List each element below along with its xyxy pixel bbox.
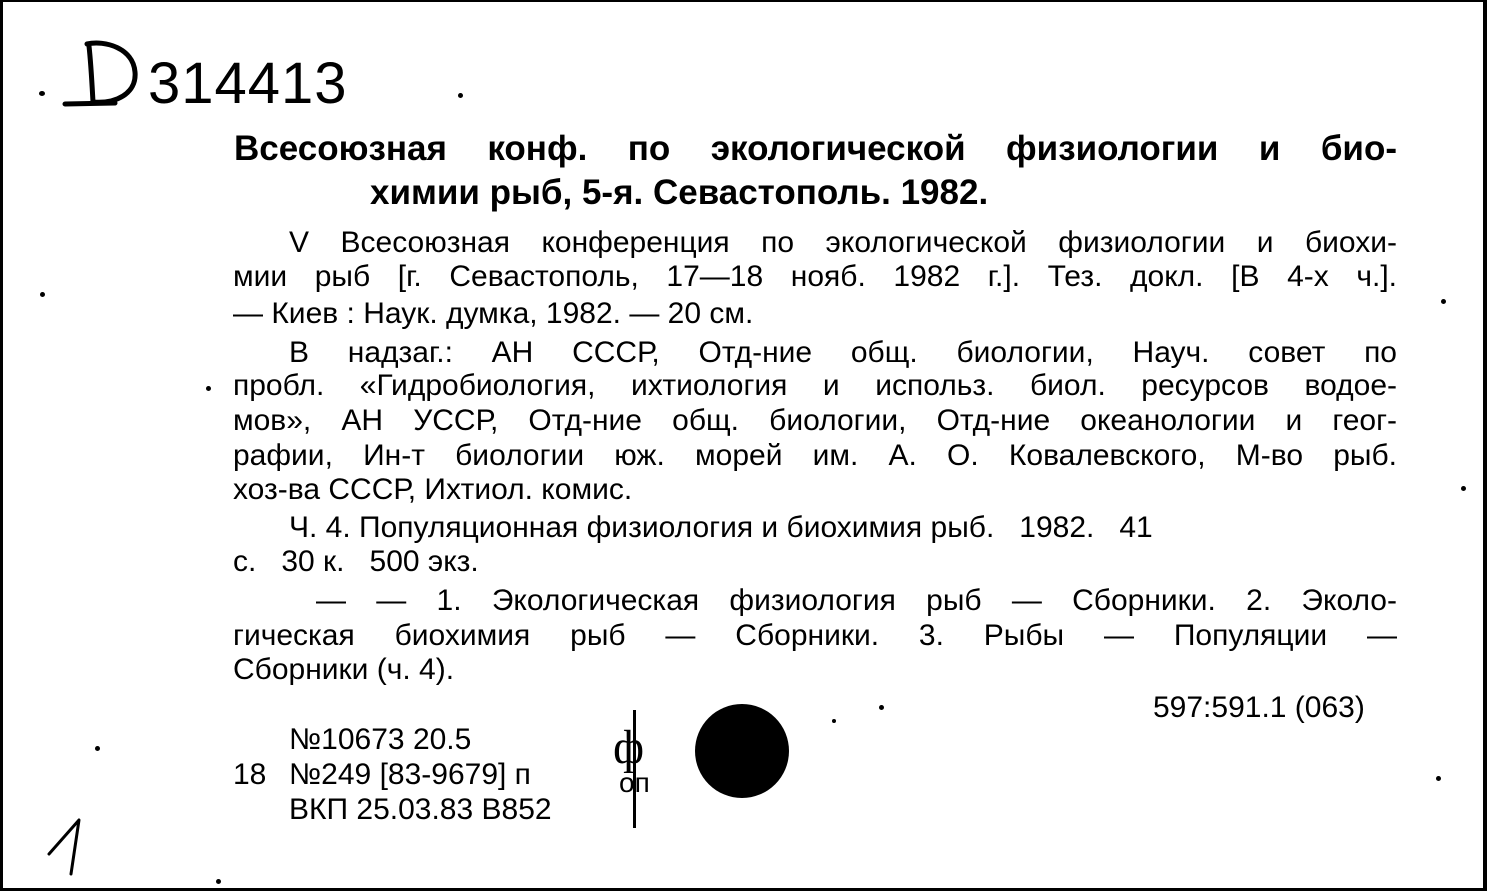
handwritten-corner-mark	[43, 812, 99, 878]
title-line-1: Всесоюзная конф. по экологической физиологии и био-	[234, 129, 1397, 168]
speck	[216, 879, 221, 884]
volume-line-1: Ч. 4. Популяционная физиология и биохимия рыб. 1982. 41	[289, 511, 1153, 544]
volume-line-2: с. 30 к. 500 экз.	[233, 545, 479, 578]
description-line-3: — Киев : Наук. думка, 1982. — 20 см.	[233, 297, 754, 330]
speck	[1461, 486, 1466, 491]
header-note-line-1: В надзаг.: АН СССР, Отд-ние общ. биологии, Науч. совет по	[289, 337, 1397, 368]
speck	[1441, 299, 1446, 304]
speck	[40, 292, 45, 297]
description-line-2: мии рыб [г. Севастополь, 17—18 нояб. 1982 г.]. Тез. докл. [В 4-х ч.].	[233, 261, 1397, 292]
punch-hole	[695, 704, 789, 798]
print-info-line-2: №249 [83-9679] п	[289, 758, 531, 791]
speck	[95, 746, 100, 751]
subjects-line-3: Сборники (ч. 4).	[233, 653, 455, 686]
speck	[1436, 776, 1441, 781]
classification-code: 597:591.1 (063)	[1153, 691, 1365, 724]
print-info-line-1: №10673 20.5	[289, 723, 472, 756]
description-line-1: V Всесоюзная конференция по экологической физиологии и биохи-	[289, 227, 1397, 258]
print-info-prefix: 18	[233, 758, 267, 791]
subjects-line-2: гическая биохимия рыб — Сборники. 3. Рыбы — Популяции —	[233, 620, 1397, 651]
speck	[832, 719, 836, 723]
speck	[458, 93, 463, 98]
print-info-line-3: ВКП 25.03.83 В852	[289, 793, 552, 826]
speck	[206, 386, 211, 391]
header-note-line-5: хоз-ва СССР, Ихтиол. комис.	[233, 473, 633, 506]
header-note-line-3: мов», АН УССР, Отд-ние общ. биологии, Отд-ние океанологии и геог-	[233, 405, 1397, 436]
header-note-line-2: пробл. «Гидробиология, ихтиология и использ. биол. ресурсов водое-	[233, 370, 1397, 401]
handwritten-letter	[59, 36, 147, 110]
speck	[39, 91, 45, 96]
title-line-2: химии рыб, 5-я. Севастополь. 1982.	[370, 173, 989, 212]
stamp-suffix: оп	[619, 767, 650, 798]
speck	[879, 705, 884, 710]
header-note-line-4: рафии, Ин-т биологии юж. морей им. А. О. Ковалевского, М-во рыб.	[233, 440, 1397, 471]
card-number: 314413	[148, 51, 348, 116]
stamp-letter: ф	[613, 721, 645, 774]
stamp-mark	[611, 710, 667, 832]
subjects-line-1: — — 1. Экологическая физиология рыб — Сборники. 2. Эколо-	[316, 585, 1397, 616]
